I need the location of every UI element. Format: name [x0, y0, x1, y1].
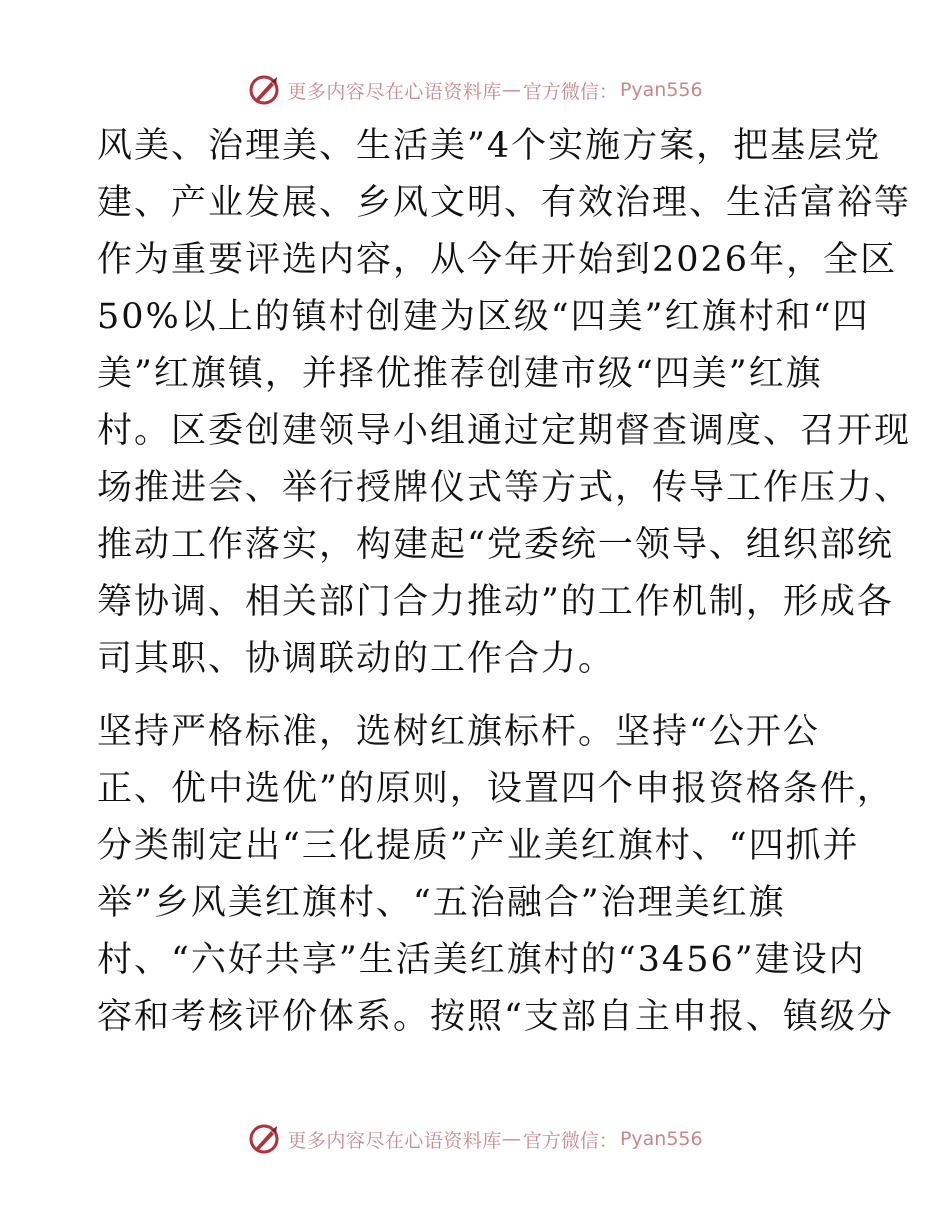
text-line: 50%以上的镇村创建为区级“四美”红旗村和“四	[97, 297, 870, 337]
quill-seal-icon	[247, 73, 281, 107]
text-line: 容和考核评价体系。按照“支部自主申报、镇级分	[97, 997, 894, 1037]
text-line: 坚持严格标准，选树红旗标杆。坚持“公开公	[97, 712, 820, 752]
text-line: 建、产业发展、乡风文明、有效治理、生活富裕等	[97, 183, 912, 223]
banner-separator: —	[501, 1128, 521, 1150]
paragraph-1	[97, 118, 912, 688]
header-banner	[0, 70, 950, 110]
quill-seal-icon	[247, 1122, 281, 1156]
text-line: 场推进会、举行授牌仪式等方式，传导工作压力、	[97, 468, 912, 508]
banner-wechat-id: Pyan556	[619, 79, 703, 101]
banner-separator: —	[501, 79, 521, 101]
text-line: 村、“六好共享”生活美红旗村的“3456”建设内	[97, 940, 866, 980]
text-line: 分类制定出“三化提质”产业美红旗村、“四抓并	[97, 826, 860, 866]
banner-text: 更多内容尽在心语资料库	[287, 1129, 502, 1152]
text-line: 正、优中选优”的原则，设置四个申报资格条件，	[97, 769, 894, 809]
text-line: 村。区委创建领导小组通过定期督查调度、召开现	[97, 411, 912, 451]
text-line: 举”乡风美红旗村、“五治融合”治理美红旗	[97, 883, 786, 923]
paragraph-2	[97, 704, 894, 1046]
paragraph-gap	[97, 688, 857, 704]
text-line: 司其职、协调联动的工作合力。	[97, 639, 616, 679]
banner-text: 更多内容尽在心语资料库	[287, 80, 502, 103]
banner-wechat-label: 官方微信：	[522, 80, 618, 103]
text-line: 美”红旗镇，并择优推荐创建市级“四美”红旗	[97, 354, 823, 394]
footer-banner	[0, 1119, 950, 1159]
text-line: 筹协调、相关部门合力推动”的工作机制，形成各	[97, 582, 894, 622]
banner-wechat-id: Pyan556	[619, 1128, 703, 1150]
text-line: 推动工作落实，构建起“党委统一领导、组织部统	[97, 525, 894, 565]
banner-wechat-label: 官方微信：	[522, 1129, 618, 1152]
text-line: 风美、治理美、生活美”4个实施方案，把基层党	[97, 126, 882, 166]
text-line: 作为重要评选内容，从今年开始到2026年，全区	[97, 240, 898, 280]
document-body	[97, 118, 912, 1046]
